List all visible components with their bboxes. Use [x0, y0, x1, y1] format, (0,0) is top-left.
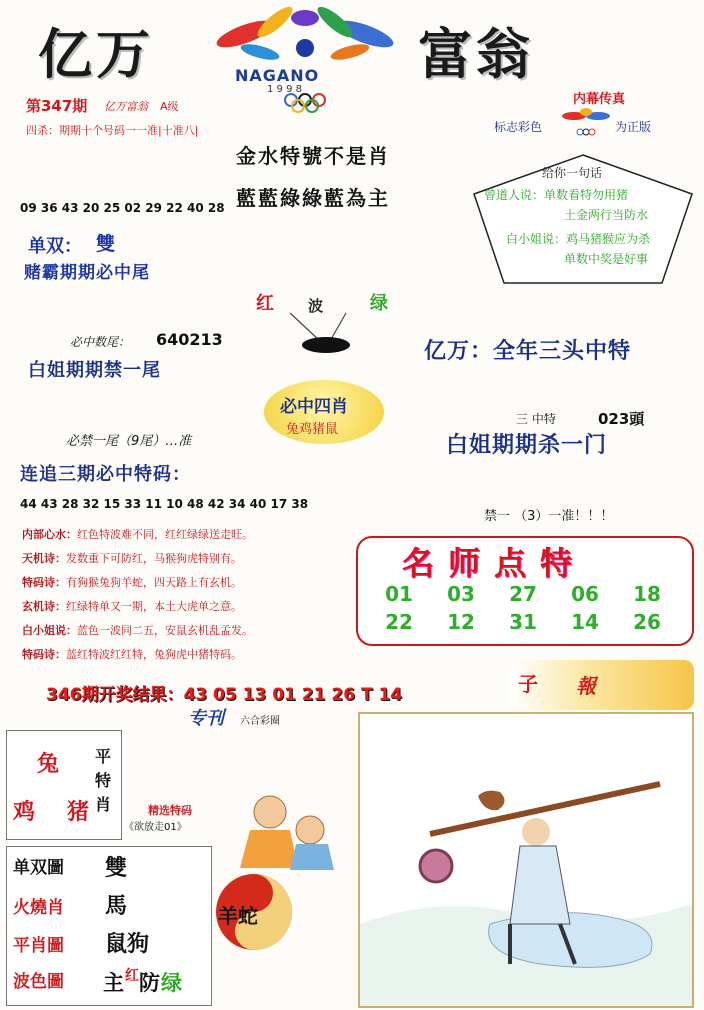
- poem-item: 特码诗：有狗猴兔狗羊蛇，四天路上有玄机。: [22, 576, 242, 589]
- four-zodiac-badge: [264, 380, 384, 444]
- logo-year: 1 9 9 8: [267, 84, 302, 95]
- master-num: 26: [633, 610, 661, 634]
- master-title: 名师点特: [402, 544, 587, 582]
- issue-sub: 四杀：期期十个号码一一准|十准八|: [26, 124, 199, 137]
- grid-hong: 红: [125, 968, 139, 984]
- three-head-sub: 白姐期期杀一门: [446, 433, 608, 458]
- zhuankan-sub: 六合彩圈: [240, 716, 280, 727]
- ban-tail-label: 必禁一尾（9尾）…准: [66, 434, 192, 449]
- zhuankan-title: 专刊: [188, 708, 224, 729]
- bl-small-title: 精选特码: [148, 804, 192, 817]
- grid-label-3: 波色圖: [13, 972, 64, 992]
- man-carrying-pole-icon: [360, 714, 692, 1006]
- grid-zhu: 主: [103, 970, 124, 995]
- odd-even-sub: 赌霸期期必中尾: [24, 263, 150, 283]
- must-tail-value: 640213: [156, 330, 223, 349]
- wave-graphic: [250, 283, 400, 363]
- bl-zodiac-2: 鸡: [13, 799, 36, 825]
- cartoon-frame: [358, 712, 694, 1008]
- pentagon-line3: 白小姐说：鸡马猪猴应为杀: [506, 232, 651, 246]
- odd-even-label: 单双：: [28, 236, 82, 257]
- master-num: 03: [447, 582, 475, 606]
- flower-logo-icon: [205, 4, 405, 114]
- yinyang-badge: [214, 872, 294, 952]
- slogan-line1: 金水特號不是肖: [236, 144, 390, 168]
- title-left: 亿万: [38, 22, 154, 86]
- zi-bao-banner: [510, 660, 694, 710]
- bottom-left-panel: [6, 730, 122, 840]
- bl-zodiac-3: 猪: [67, 799, 90, 825]
- grid-shuang: 雙: [105, 855, 128, 881]
- title-right: 富翁: [418, 22, 534, 86]
- bl-vertical: 平特肖: [95, 747, 112, 814]
- master-num: 22: [385, 610, 413, 634]
- poem-item: 天机诗：发数重下可防红，马猴狗虎特别有。: [22, 552, 242, 565]
- zi-bao-left: 子: [518, 672, 538, 696]
- cartoon-kids: [210, 790, 350, 870]
- master-num: 01: [385, 582, 413, 606]
- chase-numbers: 44 43 28 32 15 33 11 10 48 42 34 40 17 38: [20, 497, 309, 511]
- master-num: 18: [633, 582, 661, 606]
- grid-shugou: 鼠狗: [105, 931, 150, 957]
- chase-title: 连追三期必中特码：: [20, 464, 191, 485]
- wave-green: 绿: [370, 293, 388, 314]
- three-head-value: 023頭: [598, 410, 645, 428]
- pentagon-line4: 单数中奖是好事: [564, 252, 649, 266]
- bl-small-sub: 《欲放走01》: [124, 822, 187, 833]
- kids-illustration-icon: [210, 790, 350, 870]
- pentagon-title: 给你一句话: [542, 166, 603, 180]
- grid-ma: 馬: [105, 893, 128, 919]
- master-num: 27: [509, 582, 537, 606]
- must-tail-label: 必中数尾：: [70, 335, 131, 349]
- poem-item: 玄机诗：红绿特单又一期，本土大虎单之意。: [22, 600, 242, 613]
- fax-left: 标志彩色: [494, 120, 543, 134]
- issue-grade: A级: [160, 100, 179, 113]
- wave-red: 红: [256, 293, 274, 314]
- wave-blue: 波: [308, 297, 324, 315]
- master-num: 31: [509, 610, 537, 634]
- grid-label-0: 单双圖: [13, 858, 64, 878]
- poem-item: 特码诗：蓝红特波红红特，兔狗虎中猪特码。: [22, 648, 242, 661]
- issue-number: 第347期: [26, 97, 88, 115]
- issue-brand: 亿万富翁: [104, 100, 148, 113]
- nagano-logo: [205, 4, 405, 114]
- yinyang-text: 羊蛇: [218, 904, 258, 928]
- master-row1: [368, 582, 678, 606]
- slogan-line2: 藍藍綠綠藍為主: [236, 186, 390, 210]
- fax-title: 内幕传真: [573, 92, 626, 107]
- master-num: 14: [571, 610, 599, 634]
- grid-label-1: 火燒肖: [13, 898, 64, 918]
- master-num: 06: [571, 582, 599, 606]
- pentagon-line2: 土金两行当防水: [564, 208, 649, 222]
- master-box: [356, 536, 694, 646]
- fax-right: 为正版: [615, 120, 652, 134]
- zi-bao-right: 報: [576, 674, 596, 698]
- poem-item: 白小姐说：蓝色一波同二五，安鼠玄机乱孟发。: [22, 624, 253, 637]
- result-line: 346期开奖结果：43 05 13 01 21 26 T 14: [46, 685, 403, 705]
- yiwan-line: 亿万：全年三头中特: [424, 339, 632, 364]
- four-zodiac-value: 兔鸡猪鼠: [286, 422, 339, 437]
- fax-mini-logo-icon: [558, 104, 614, 138]
- master-num: 12: [447, 610, 475, 634]
- grid-lv: 绿: [161, 970, 182, 995]
- poem-item: 内部心水：红色特波难不同，红红绿绿送走旺。: [22, 528, 253, 541]
- ban-one: 禁一 （3）一准！！！: [484, 509, 614, 524]
- bl-zodiac-1: 兔: [37, 751, 60, 777]
- odd-even-value: 雙: [96, 233, 116, 255]
- numbers-row1: 09 36 43 20 25 02 29 22 40 28: [20, 201, 225, 215]
- bottom-grid: [6, 846, 212, 1006]
- poem-list: [22, 526, 352, 670]
- master-row2: [368, 610, 678, 634]
- pentagon-line1: 曾道人说：单数看特勿用猪: [484, 188, 629, 202]
- must-tail-sub: 白姐期期禁一尾: [28, 360, 161, 381]
- four-zodiac-title: 必中四肖: [280, 397, 348, 417]
- logo-text: NAGANO: [235, 66, 320, 85]
- grid-label-2: 平肖圖: [13, 936, 64, 956]
- grid-fang: 防: [139, 970, 160, 995]
- pentagon-box: [470, 152, 696, 286]
- three-head-label: 三 中特: [516, 412, 556, 426]
